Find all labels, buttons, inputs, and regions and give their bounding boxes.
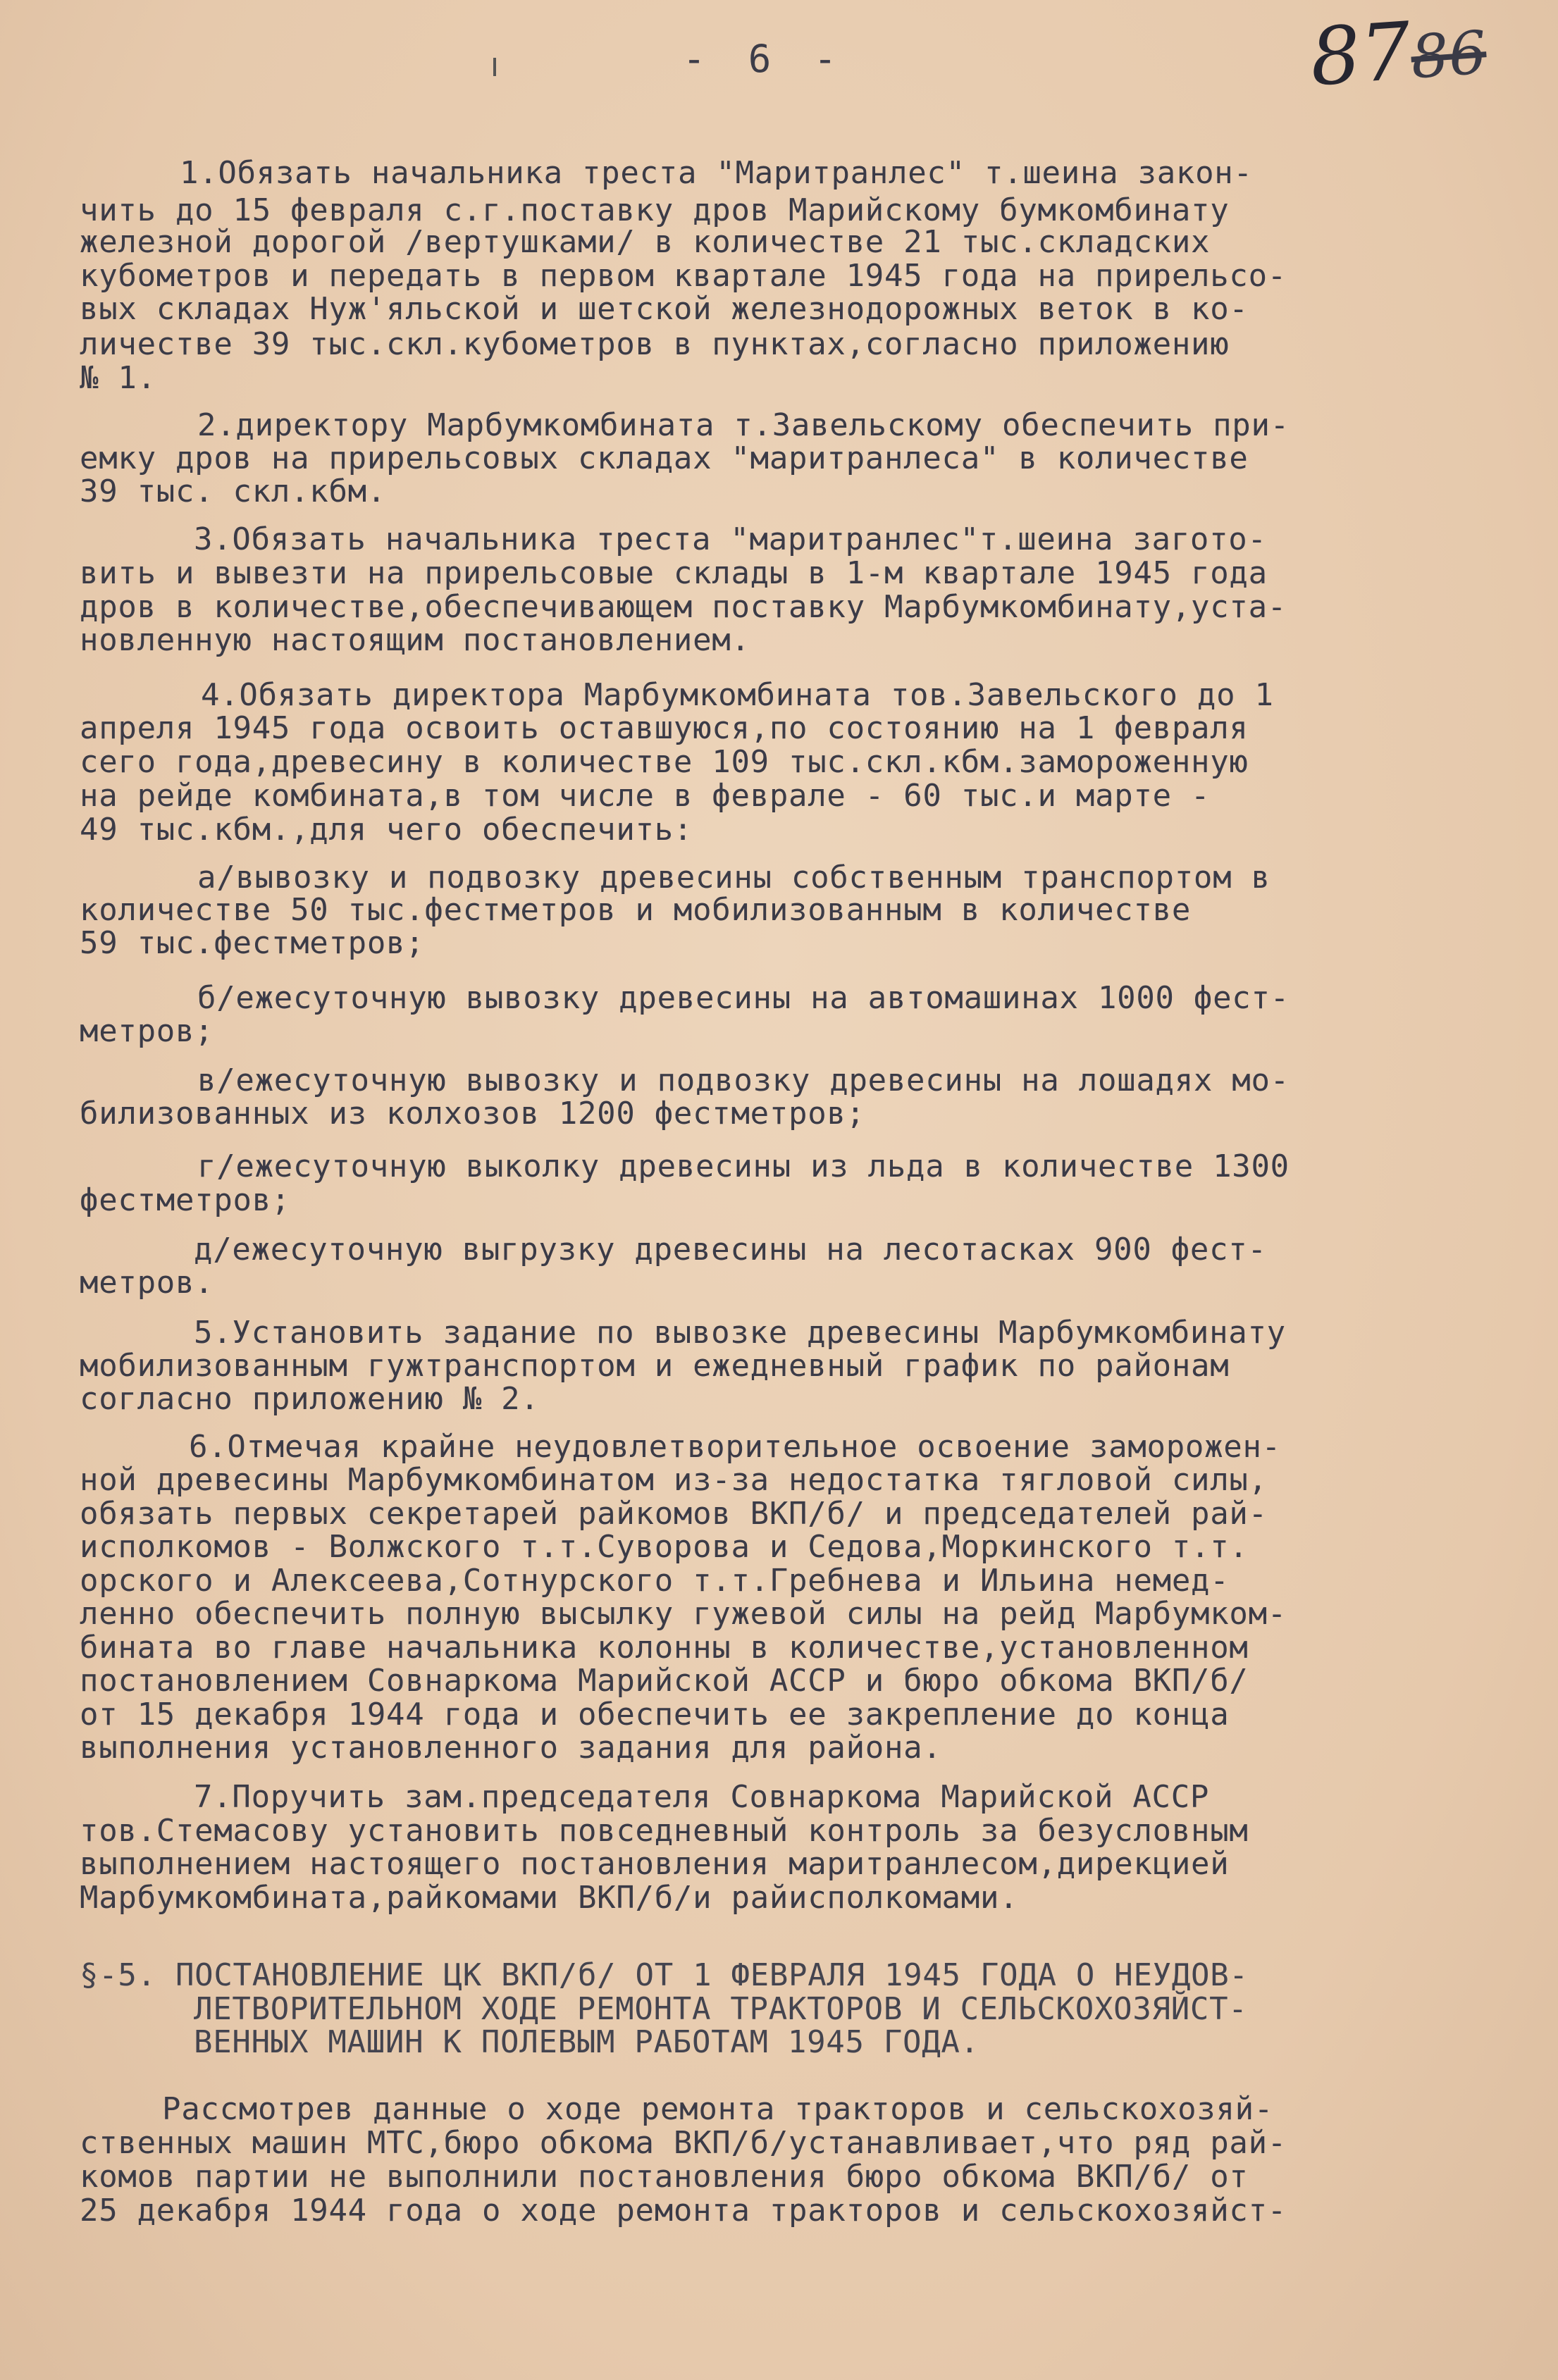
text-line: 1.Обязать начальника треста "Маритранлес" т.шеина закон- [180,155,1253,191]
text-line: Марбумкомбината,райкомами ВКП/б/и райисполкомами. [80,1880,1019,1916]
text-line: орского и Алексеева,Сотнурского т.т.Гребнева и Ильина немед- [80,1563,1230,1599]
text-line: тов.Стемасову установить повседневный контроль за безусловным [80,1813,1249,1849]
text-line: комов партии не выполнили постановления бюро обкома ВКП/б/ от [80,2159,1249,2195]
text-line: новленную настоящим постановлением. [80,622,750,658]
text-line: 3.Обязать начальника треста "маритранлес"т.шеина загото- [194,521,1267,557]
text-line: обязать первых секретарей райкомов ВКП/б/ и председателей рай- [80,1496,1268,1532]
text-line: выполнения установленного задания для района. [80,1730,942,1766]
section-heading-line: §-5. ПОСТАНОВЛЕНИЕ ЦК ВКП/б/ ОТ 1 ФЕВРАЛЯ 1945 ГОДА О НЕУДОВ- [80,1957,1249,1993]
text-line: исполкомов - Волжского т.т.Суворова и Седова,Моркинского т.т. [80,1529,1249,1565]
text-line: 6.Отмечая крайне неудовлетворительное освоение заморожен- [189,1429,1281,1465]
section-heading-line: ВЕННЫХ МАШИН К ПОЛЕВЫМ РАБОТАМ 1945 ГОДА. [194,2024,979,2060]
text-line: ленно обеспечить полную высылку гужевой силы на рейд Марбумком- [80,1596,1287,1632]
text-line: 4.Обязать директора Марбумкомбината тов.Завельского до 1 [201,677,1274,713]
archive-number-old: 86 [1409,18,1489,92]
text-line: метров. [80,1265,214,1301]
text-line: Рассмотрев данные о ходе ремонта тракторов и сельскохозяй- [162,2091,1274,2127]
text-line: апреля 1945 года освоить оставшуюся,по состоянию на 1 февраля [80,710,1249,746]
text-line: г/ежесуточную выколку древесины из льда в количестве 1300 [197,1148,1290,1184]
text-line: 5.Установить задание по вывозке древесины Марбумкомбинату [194,1315,1286,1351]
text-line: № 1. [80,360,156,396]
text-line: ной древесины Марбумкомбинатом из-за недостатка тягловой силы, [80,1462,1268,1498]
text-line: постановлением Совнаркома Марийской АССР и бюро обкома ВКП/б/ [80,1663,1249,1699]
page-number: - 6 - [682,37,847,81]
text-line: ственных машин МТС,бюро обкома ВКП/б/устанавливает,что ряд рай- [80,2125,1287,2161]
text-line: 49 тыс.кбм.,для чего обеспечить: [80,812,693,848]
text-line: дров в количестве,обеспечивающем поставку Марбумкомбинату,уста- [80,589,1287,625]
text-line: б/ежесуточную вывозку древесины на автомашинах 1000 фест- [197,980,1290,1016]
text-line: 7.Поручить зам.председателя Совнаркома Марийской АССР [194,1779,1210,1815]
text-line: а/вывозку и подвозку древесины собственным транспортом в [197,860,1270,895]
text-line: вых складах Нуж'яльской и шетской железнодорожных веток в ко- [80,291,1249,327]
text-line: от 15 декабря 1944 года и обеспечить ее закрепление до конца [80,1697,1230,1733]
text-line: кубометров и передать в первом квартале 1945 года на прирельсо- [80,258,1287,294]
text-line: на рейде комбината,в том числе в феврале - 60 тыс.и марте - [80,778,1211,814]
text-line: железной дорогой /вертушками/ в количестве 21 тыс.складских [80,224,1211,260]
text-line: выполнением настоящего постановления маритранлесом,дирекцией [80,1846,1230,1882]
text-line: метров; [80,1013,214,1049]
text-line: фестметров; [80,1182,291,1218]
archive-number-current: 87 [1307,5,1414,104]
section-heading-line: ЛЕТВОРИТЕЛЬНОМ ХОДЕ РЕМОНТА ТРАКТОРОВ И СЕЛЬСКОХОЗЯЙСТ- [194,1991,1248,2027]
text-line: сего года,древесину в количестве 109 тыс.скл.кбм.замороженную [80,744,1249,780]
text-line: вить и вывезти на прирельсовые склады в 1-м квартале 1945 года [80,555,1268,591]
text-line: мобилизованным гужтранспортом и ежедневный график по районам [80,1348,1230,1384]
text-line: личестве 39 тыс.скл.кубометров в пунктах,согласно приложению [80,326,1230,362]
pen-mark [493,58,496,76]
archive-page-number [1307,0,1547,118]
text-line: билизованных из колхозов 1200 фестметров; [80,1096,865,1132]
text-line: 59 тыс.фестметров; [80,925,425,961]
text-line: чить до 15 февраля с.г.поставку дров Марийскому бумкомбинату [80,192,1230,228]
text-line: бината во главе начальника колонны в количестве,установленном [80,1630,1249,1666]
text-line: в/ежесуточную вывозку и подвозку древесины на лошадях мо- [197,1062,1290,1098]
text-line: емку дров на прирельсовых складах "маритранлеса" в количестве [80,440,1249,476]
text-line: д/ежесуточную выгрузку древесины на лесотасках 900 фест- [194,1232,1267,1268]
text-line: 25 декабря 1944 года о ходе ремонта тракторов и сельскохозяйст- [80,2193,1287,2229]
text-line: количестве 50 тыс.фестметров и мобилизованным в количестве [80,892,1192,928]
text-line: 39 тыс. скл.кбм. [80,473,387,509]
text-line: 2.директору Марбумкомбината т.Завельскому обеспечить при- [197,407,1290,443]
text-line: согласно приложению № 2. [80,1381,540,1417]
